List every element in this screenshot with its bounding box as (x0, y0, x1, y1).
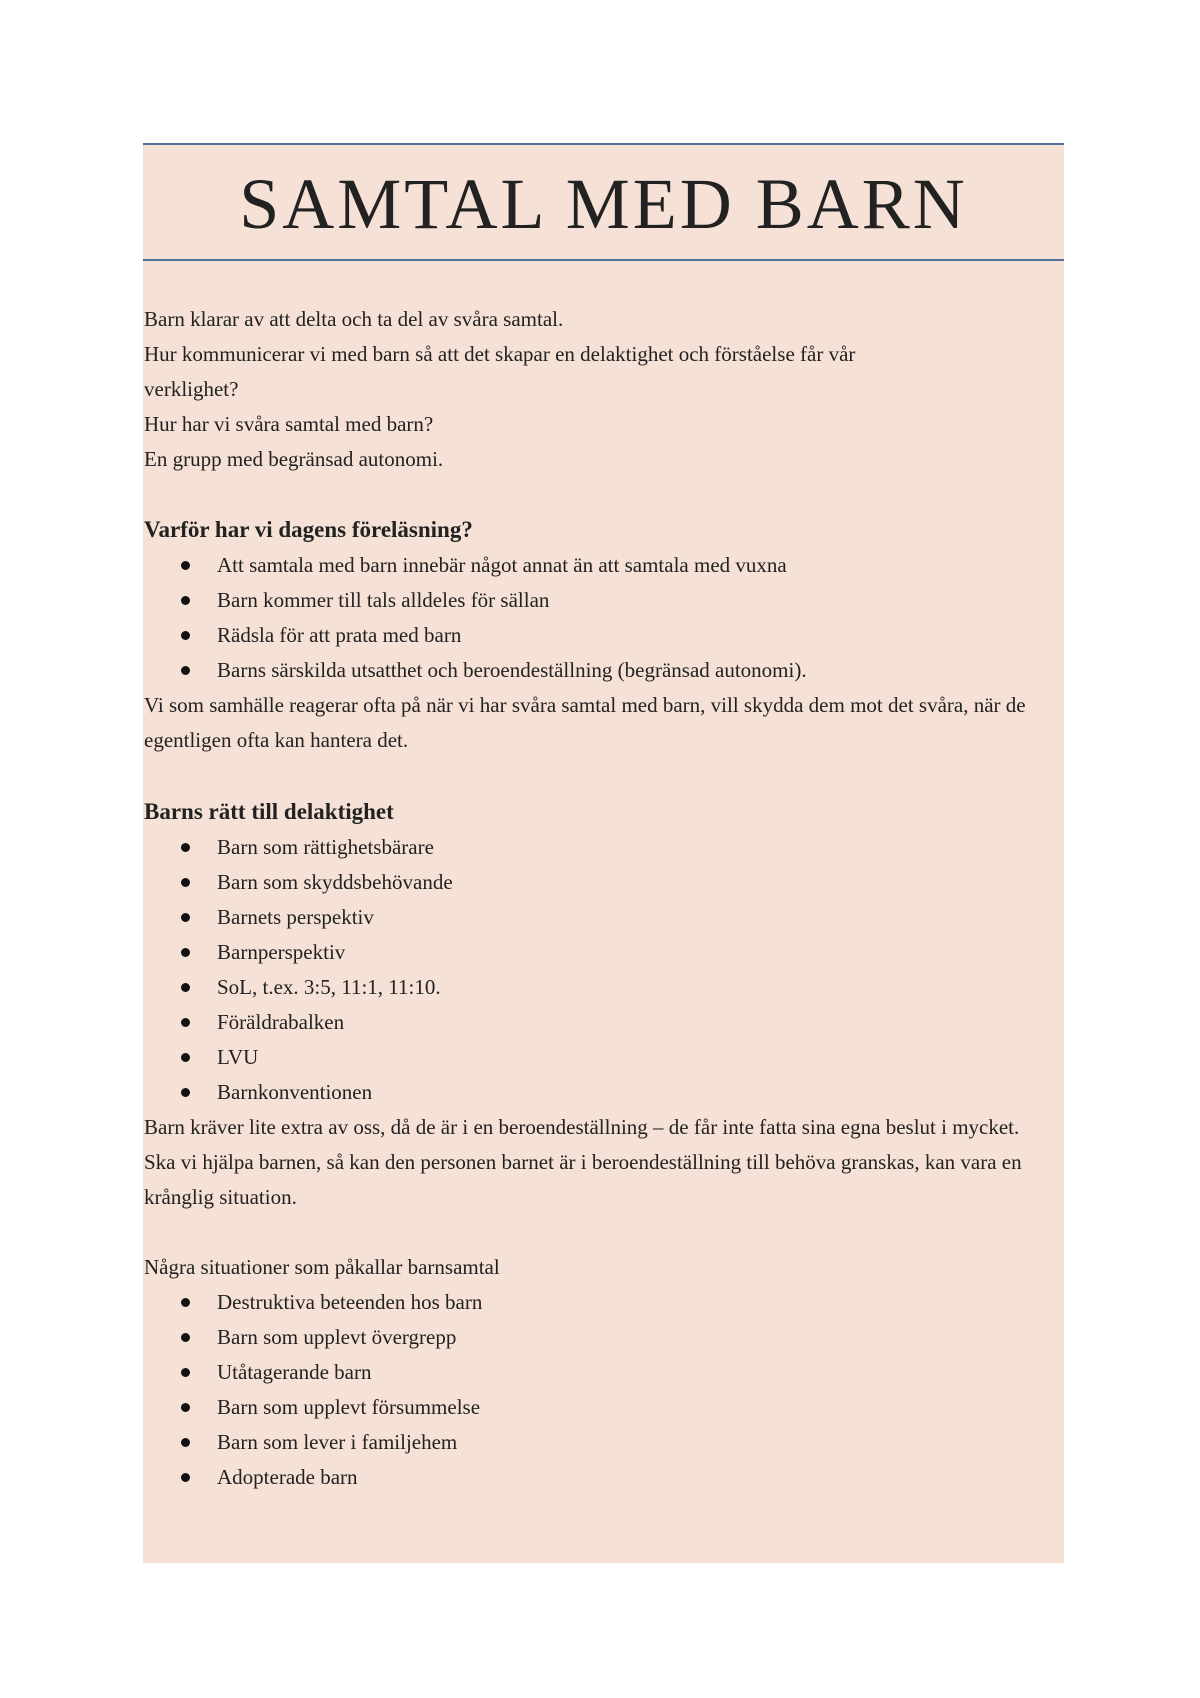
list-item-text: Barnkonventionen (217, 1080, 373, 1104)
list-item-text: Föräldrabalken (217, 1010, 345, 1034)
bullet-icon (181, 1473, 190, 1482)
list-item-text: Barn som upplevt försummelse (217, 1395, 481, 1419)
list-item-text: Barns särskilda utsatthet och beroendeställning (begränsad autonomi). (217, 658, 807, 682)
bullet-icon (181, 1298, 190, 1307)
list-item-text: Barn som skyddsbehövande (217, 870, 453, 894)
bullet-icon (181, 878, 190, 887)
bullet-icon (181, 666, 190, 675)
list-item (144, 865, 1064, 900)
bullet-icon (181, 913, 190, 922)
section-paragraph: Vi som samhälle reagerar ofta på när vi har svåra samtal med barn, vill skydda dem mot det svåra, när de egentligen ofta kan hantera det. (144, 693, 1026, 752)
list-item (144, 1460, 1064, 1495)
list-item-text: Barn som lever i familjehem (217, 1430, 458, 1454)
section-paragraph: Barn kräver lite extra av oss, då de är i en beroendeställning – de får inte fatta sina egna beslut i mycket. (144, 1115, 1020, 1139)
list-item-text: Barn som rättighetsbärare (217, 835, 434, 859)
list-item-text: Att samtala med barn innebär något annat än att samtala med vuxna (217, 553, 787, 577)
list-item-text: Utåtagerande barn (217, 1360, 372, 1384)
list-item (144, 1390, 1064, 1425)
spacer (144, 758, 1064, 794)
section-heading: Barns rätt till delaktighet (144, 799, 394, 824)
bullet-icon (181, 596, 190, 605)
bullet-icon (181, 1053, 190, 1062)
spacer (144, 1215, 1064, 1250)
list-item (144, 970, 1064, 1005)
list-item-text: Barn som upplevt övergrepp (217, 1325, 457, 1349)
list-item (144, 900, 1064, 935)
list-item (144, 653, 1064, 688)
list-item (144, 1425, 1064, 1460)
list-item-text: Destruktiva beteenden hos barn (217, 1290, 483, 1314)
bullet-icon (181, 843, 190, 852)
page-title: SAMTAL MED BARN (239, 164, 968, 244)
list-item (144, 1075, 1064, 1110)
bullet-icon (181, 1018, 190, 1027)
intro-line: En grupp med begränsad autonomi. (144, 447, 444, 471)
list-item-text: SoL, t.ex. 3:5, 11:1, 11:10. (217, 975, 441, 999)
list-item-text: Barnets perspektiv (217, 905, 374, 929)
bullet-icon (181, 1403, 190, 1412)
bullet-list (144, 1285, 1064, 1495)
bullet-icon (181, 948, 190, 957)
document-body (144, 302, 1064, 1495)
list-item (144, 1005, 1064, 1040)
list-item-text: Barnperspektiv (217, 940, 346, 964)
bullet-icon (181, 561, 190, 570)
list-item (144, 1285, 1064, 1320)
list-item-text: Barn kommer till tals alldeles för sällan (217, 588, 550, 612)
list-item (144, 1355, 1064, 1390)
list-item (144, 618, 1064, 653)
spacer (144, 477, 1064, 512)
list-item (144, 583, 1064, 618)
bullet-list (144, 548, 1064, 688)
list-item (144, 1320, 1064, 1355)
bullet-icon (181, 1333, 190, 1342)
title-block (143, 143, 1064, 261)
bullet-icon (181, 1088, 190, 1097)
intro-line: Hur kommunicerar vi med barn så att det skapar en delaktighet och förståelse får vår verklighet? (144, 342, 856, 401)
section-heading: Varför har vi dagens föreläsning? (144, 517, 473, 542)
list-item-text: LVU (217, 1045, 259, 1069)
list-item (144, 1040, 1064, 1075)
section-lead: Några situationer som påkallar barnsamtal (144, 1255, 500, 1279)
intro-line: Hur har vi svåra samtal med barn? (144, 412, 434, 436)
list-item-text: Adopterade barn (217, 1465, 358, 1489)
intro-line: Barn klarar av att delta och ta del av svåra samtal. (144, 307, 564, 331)
list-item (144, 935, 1064, 970)
bullet-icon (181, 1438, 190, 1447)
bullet-icon (181, 983, 190, 992)
bullet-icon (181, 1368, 190, 1377)
section-paragraph: Ska vi hjälpa barnen, så kan den personen barnet är i beroendeställning till behöva granskas, kan vara en krånglig situation. (144, 1150, 1022, 1209)
list-item (144, 830, 1064, 865)
bullet-list (144, 830, 1064, 1110)
list-item-text: Rädsla för att prata med barn (217, 623, 462, 647)
list-item (144, 548, 1064, 583)
bullet-icon (181, 631, 190, 640)
